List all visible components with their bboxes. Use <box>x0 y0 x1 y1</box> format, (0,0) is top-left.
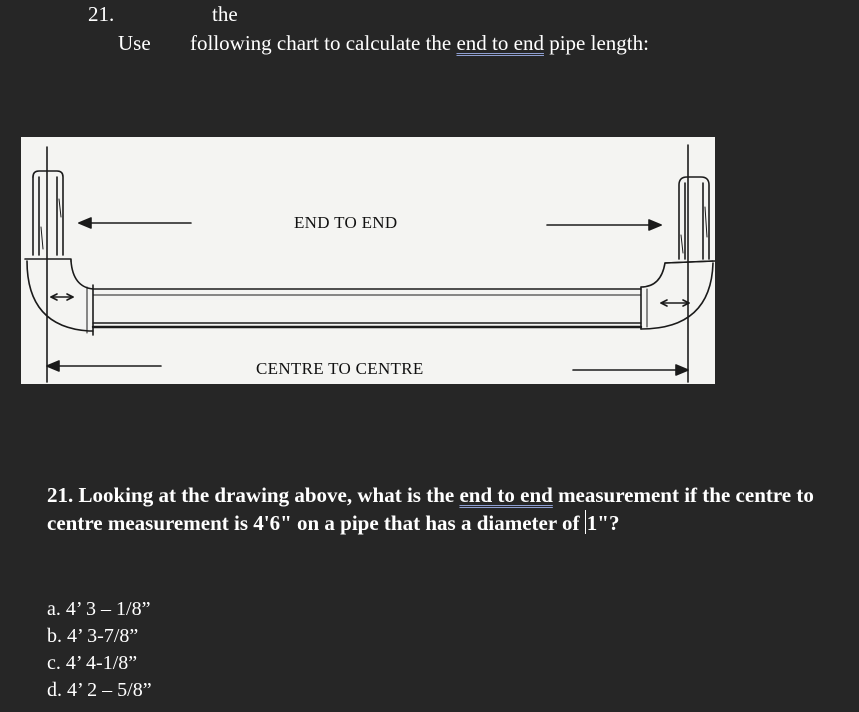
left-vertical-pipe <box>33 171 63 255</box>
instruction-text <box>190 31 649 55</box>
question-number: 21. <box>88 2 115 26</box>
horizontal-pipe <box>93 287 641 329</box>
header-word-the: the <box>212 2 238 26</box>
centre-to-centre-left-arrow <box>47 361 161 371</box>
centre-to-centre-right-arrow <box>573 365 688 375</box>
question-tail: 1"? <box>586 511 620 535</box>
instruction-link-end-to-end: end to end <box>456 31 544 55</box>
end-to-end-left-arrow <box>79 218 191 228</box>
question-link-end-to-end: end to end <box>459 483 553 507</box>
left-small-arrow <box>51 294 73 300</box>
pipe-diagram <box>21 137 715 384</box>
label-centre-to-centre: CENTRE TO CENTRE <box>256 359 424 378</box>
instruction-pre: following chart to calculate the <box>190 31 457 55</box>
instruction-post: pipe length: <box>543 31 649 55</box>
question-text <box>47 481 817 537</box>
option-b[interactable]: b. 4’ 3-7/8” <box>47 625 139 647</box>
right-small-arrow <box>661 300 689 306</box>
right-elbow-fitting <box>641 261 715 329</box>
text-cursor <box>585 510 586 534</box>
right-vertical-pipe <box>679 177 709 259</box>
end-to-end-right-arrow <box>547 220 661 230</box>
pipe-diagram-drawing <box>21 137 715 384</box>
header-word-use: Use <box>118 31 151 55</box>
option-c[interactable]: c. 4’ 4-1/8” <box>47 652 138 674</box>
question-middle: measurement if the centre to centre measurement is 4'6" on a pipe that has a diameter of <box>47 483 814 535</box>
question-prefix: 21. Looking at the drawing above, what is the <box>47 483 460 507</box>
option-d[interactable]: d. 4’ 2 – 5/8” <box>47 679 152 701</box>
option-a[interactable]: a. 4’ 3 – 1/8” <box>47 598 151 620</box>
answer-options <box>47 596 152 704</box>
label-end-to-end: END TO END <box>294 213 398 232</box>
